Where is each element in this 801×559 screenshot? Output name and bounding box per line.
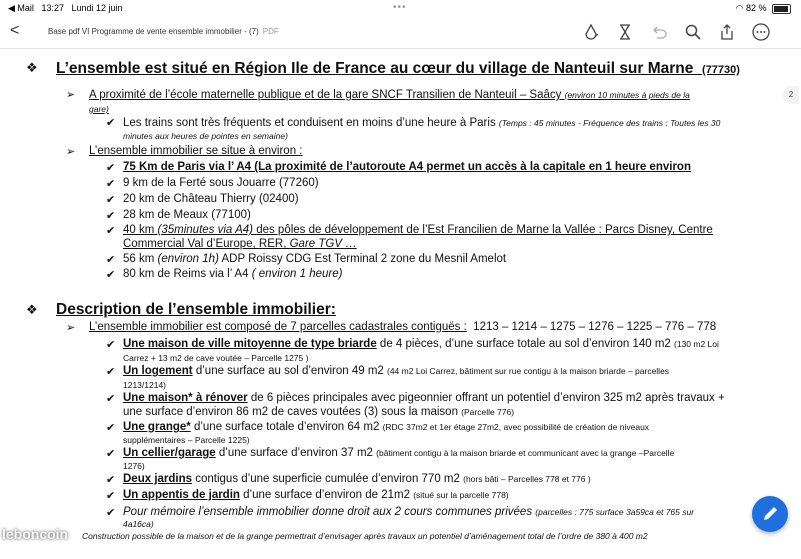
item-title: Une maison* à rénover bbox=[123, 392, 248, 404]
line-roissy bbox=[123, 253, 506, 265]
line-maison-ville-note: Carrez + 13 m2 de cave voutée – Parcelle 1275 ) bbox=[123, 353, 309, 363]
line-cellier bbox=[123, 447, 674, 459]
watermark-logo: leboncoin bbox=[2, 526, 69, 542]
line-marne-vallee-2 bbox=[123, 238, 357, 250]
line-text: des pôles de développement de l’Est Francilien de Marne la Vallée : Parcs Disney, Centre bbox=[256, 224, 713, 236]
line-school bbox=[89, 89, 690, 101]
back-button[interactable]: < bbox=[10, 22, 20, 39]
time: 13:27 bbox=[41, 3, 64, 13]
line-grange bbox=[123, 421, 649, 433]
line-note: 4a16ca) bbox=[123, 519, 154, 529]
line-maison-renover-2 bbox=[123, 406, 514, 418]
line-text: de 6 pièces principales avec pigeonnier offrant un potentiel d’environ 325 m2 après travaux + bbox=[250, 392, 725, 404]
line-trains bbox=[123, 117, 720, 129]
line-cours-note bbox=[123, 519, 154, 529]
line-note: (hors bâti – Parcelles 778 et 776 ) bbox=[463, 474, 591, 484]
diamond-bullet-icon: ❖ bbox=[26, 60, 38, 75]
toolbar-icons bbox=[581, 22, 771, 42]
line-chateau: 20 km de Château Thierry (02400) bbox=[123, 193, 299, 205]
check-bullet-icon: ✔ bbox=[106, 210, 116, 222]
line-text: d’une surface d’environ 37 m2 bbox=[218, 447, 373, 459]
line-text: 80 km de Reims via l’ A4 bbox=[123, 268, 249, 280]
section-heading-description: Description de l’ensemble immobilier: bbox=[56, 301, 336, 318]
line-text: A proximité de l’école maternelle publique et de la gare SNCF Transilien de Nanteuil – Saâcy bbox=[89, 89, 562, 101]
line-text: d’une surface d’environ de 21m2 bbox=[243, 489, 410, 501]
line-note: (bâtiment contigu à la maison briarde et communicant avec la grange –Parcelle bbox=[376, 448, 675, 458]
line-note: ( environ 1 heure) bbox=[251, 268, 343, 280]
arrow-bullet-icon: ➢ bbox=[66, 89, 76, 101]
arrow-bullet-icon: ➢ bbox=[66, 146, 76, 158]
check-bullet-icon: ✔ bbox=[106, 393, 116, 405]
pdf-page bbox=[0, 48, 801, 559]
arrow-bullet-icon: ➢ bbox=[66, 322, 76, 334]
share-icon[interactable] bbox=[717, 22, 737, 42]
line-note: (environ 1h) bbox=[157, 253, 219, 265]
line-text: Pour mémoire l’ensemble immobilier donne droit aux 2 cours communes privées bbox=[123, 506, 533, 518]
multitask-dots[interactable]: ••• bbox=[393, 2, 407, 13]
check-bullet-icon: ✔ bbox=[106, 225, 116, 237]
line-note: (44 m2 Loi Carrez, bâtiment sur rue contigu à la maison briarde – parcelles bbox=[387, 366, 670, 376]
line-construction: Construction possible de la maison et de la grange permettrait d’envisager après travaux un potentiel d’aménagement total de l’ordre de 380 à 400 m2 bbox=[82, 531, 648, 541]
date: Lundi 12 juin bbox=[71, 3, 123, 13]
line-text: une surface d’environ 86 m2 de caves voutées (3) sous la maison bbox=[123, 406, 458, 418]
line-cours bbox=[123, 506, 694, 518]
status-left bbox=[8, 3, 123, 14]
check-bullet-icon: ✔ bbox=[106, 490, 116, 502]
heading-text: L’ensemble est situé en Région Ile de France au cœur du village de Nanteuil sur Marne bbox=[56, 60, 694, 77]
line-parcels bbox=[89, 321, 716, 333]
line-text: 40 km bbox=[123, 224, 155, 236]
line-meaux: 28 km de Meaux (77100) bbox=[123, 209, 251, 221]
line-reims bbox=[123, 268, 342, 280]
check-bullet-icon: ✔ bbox=[106, 366, 116, 378]
wifi-icon: ◠ bbox=[735, 3, 744, 13]
more-icon[interactable] bbox=[751, 22, 771, 42]
search-icon[interactable] bbox=[683, 22, 703, 42]
document-title-text: Base pdf VI Programme de vente ensemble immobilier - (7) bbox=[48, 27, 259, 36]
line-note: (RDC 37m2 et 1er étage 27m2, avec possibilité de création de niveaux bbox=[382, 422, 650, 432]
line-note: (Parcelle 776) bbox=[461, 407, 515, 417]
item-title: Un cellier/garage bbox=[123, 447, 216, 459]
parcel-numbers: 1213 – 1214 – 1275 – 1276 – 1225 – 776 – 778 bbox=[473, 321, 717, 333]
markup-icon[interactable] bbox=[581, 22, 601, 42]
check-bullet-icon: ✔ bbox=[106, 474, 116, 486]
line-maison-ville bbox=[123, 338, 719, 350]
check-bullet-icon: ✔ bbox=[106, 339, 116, 351]
undo-icon[interactable] bbox=[649, 22, 669, 42]
check-bullet-icon: ✔ bbox=[106, 194, 116, 206]
diamond-bullet-icon: ❖ bbox=[26, 302, 38, 317]
back-to-app-link[interactable]: ◀ Mail bbox=[8, 3, 34, 13]
check-bullet-icon: ✔ bbox=[106, 117, 116, 129]
status-bar bbox=[0, 0, 801, 16]
line-trains-note bbox=[123, 131, 288, 141]
check-bullet-icon: ✔ bbox=[106, 162, 116, 174]
line-jardins bbox=[123, 473, 591, 485]
document-title bbox=[48, 27, 279, 36]
line-maison-renover bbox=[123, 392, 725, 404]
line-text: L’ensemble immobilier est composé de 7 parcelles cadastrales contiguës : bbox=[89, 321, 467, 333]
item-title: Un logement bbox=[123, 365, 193, 377]
check-bullet-icon: ✔ bbox=[106, 254, 116, 266]
line-school-note bbox=[89, 104, 109, 114]
line-appentis bbox=[123, 489, 509, 501]
check-bullet-icon: ✔ bbox=[106, 448, 116, 460]
line-note: (parcelles : 775 surface 3a59ca et 765 sur bbox=[535, 507, 695, 517]
line-marne-vallee bbox=[123, 224, 713, 236]
line-note: (35minutes via A4) bbox=[157, 224, 253, 236]
pencil-icon bbox=[752, 496, 788, 532]
pdf-tag: PDF bbox=[262, 27, 279, 36]
line-paris: 75 Km de Paris via l’ A4 (La proximité de l’autoroute A4 permet un accès à la capitale en 1 heure environ bbox=[123, 161, 691, 173]
line-note: minutes aux heures de pointes en semaine) bbox=[123, 131, 288, 141]
line-text: Les trains sont très fréquents et conduisent en moins d’une heure à Paris bbox=[123, 117, 496, 129]
check-bullet-icon: ✔ bbox=[106, 269, 116, 281]
line-text: d’une surface totale d’environ 64 m2 bbox=[193, 421, 380, 433]
line-text: d’une surface au sol d’environ 49 m2 bbox=[195, 365, 384, 377]
page-number-badge[interactable]: 2 bbox=[783, 86, 799, 104]
section-heading-location bbox=[56, 60, 740, 78]
line-note: Gare TGV … bbox=[289, 238, 357, 250]
line-logement-note: 1213/1214) bbox=[123, 380, 167, 390]
item-title: Une grange* bbox=[123, 421, 191, 433]
battery-percent: 82 % bbox=[745, 3, 767, 13]
line-grange-note: supplémentaires – Parcelle 1225) bbox=[123, 435, 250, 445]
line-text: de 4 pièces, d’une surface totale au sol d’environ 140 m2 bbox=[379, 338, 671, 350]
line-text: 56 km bbox=[123, 253, 155, 265]
line-note: gare) bbox=[89, 104, 109, 114]
check-bullet-icon: ✔ bbox=[106, 178, 116, 190]
line-text: contigus d’une superficie cumulée d’environ 770 m2 bbox=[195, 473, 460, 485]
line-note: (environ 10 minutes à pieds de la bbox=[564, 90, 690, 100]
item-title: Deux jardins bbox=[123, 473, 193, 485]
line-note: (situé sur la parcelle 778) bbox=[413, 490, 509, 500]
line-text: ADP Roissy CDG Est Terminal 2 zone du Mesnil Amelot bbox=[221, 253, 507, 265]
status-right bbox=[736, 3, 791, 14]
item-title: Une maison de ville mitoyenne de type briarde bbox=[123, 338, 377, 350]
hourglass-icon[interactable] bbox=[615, 22, 635, 42]
line-distances-intro: L’ensemble immobilier se situe à environ : bbox=[89, 145, 303, 157]
line-ferte: 9 km de la Ferté sous Jouarre (77260) bbox=[123, 177, 319, 189]
edit-fab-button[interactable] bbox=[752, 496, 788, 532]
item-title: Un appentis de jardin bbox=[123, 489, 240, 501]
line-cellier-note: 1276) bbox=[123, 461, 145, 471]
check-bullet-icon: ✔ bbox=[106, 507, 116, 519]
heading-code: (77730) bbox=[702, 64, 740, 76]
line-text: Commercial Val d’Europe, RER, bbox=[123, 238, 287, 250]
line-note: (Temps : 45 minutes - Fréquence des trains : Toutes les 30 bbox=[498, 118, 721, 128]
pdf-toolbar bbox=[0, 16, 801, 49]
line-logement bbox=[123, 365, 669, 377]
check-bullet-icon: ✔ bbox=[106, 422, 116, 434]
battery-icon bbox=[772, 4, 791, 14]
line-note: (130 m2 Loi bbox=[674, 339, 719, 349]
